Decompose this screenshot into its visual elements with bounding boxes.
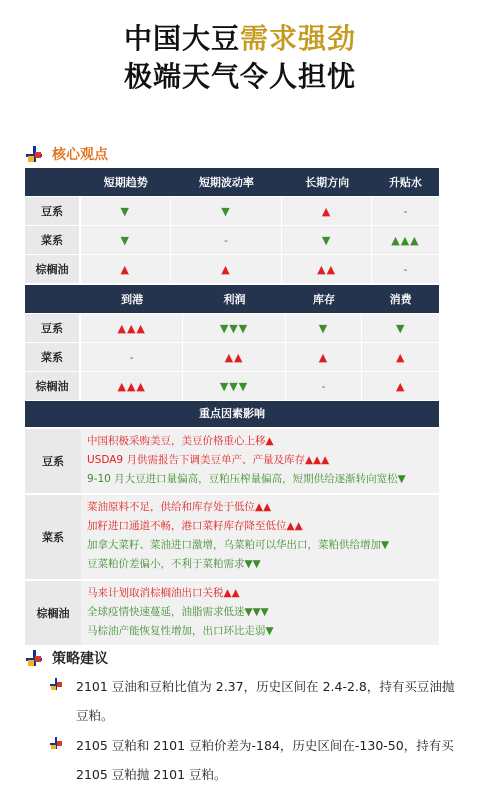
strategy-text: 2101 豆油和豆粕比值为 2.37，历史区间在 2.4-2.8，持有买豆油抛豆粕。 [76, 679, 455, 723]
factor-lines [83, 495, 393, 579]
title-main: 中国大豆 [123, 22, 240, 55]
table-row [25, 371, 439, 400]
header-cell: 升贴水 [372, 168, 439, 196]
signal-cell: ▲▲▲ [372, 225, 439, 254]
signal-cell: ▲▲▲ [81, 313, 183, 342]
signal-cell: ▼ [81, 225, 171, 254]
signal-cell: - [81, 342, 183, 371]
signal-cell: ▼ [286, 313, 363, 342]
strategy-title: 策略建议 [52, 651, 108, 667]
bullet-cross-icon [26, 650, 42, 666]
header-cell: 库存 [286, 285, 363, 313]
factor-line: USDA9 月供需报告下调美豆单产、产量及库存▲▲▲ [87, 454, 330, 466]
strategy-item [50, 731, 456, 787]
signal-cell: ▲▲ [183, 342, 285, 371]
signal-cell: - [171, 225, 283, 254]
fundamentals-table [25, 285, 439, 400]
trend-table [25, 168, 439, 283]
signal-cell: ▲ [362, 371, 439, 400]
factor-line: 加籽进口通道不畅，港口菜籽库存降至低位▲▲ [87, 520, 303, 532]
core-view-heading [26, 144, 108, 164]
key-factors-header: 重点因素影响 [25, 401, 439, 427]
factor-line: 中国积极采购美豆，美豆价格重心上移▲ [87, 435, 274, 447]
factor-group-label: 棕榈油 [25, 581, 81, 645]
header-cell: 利润 [183, 285, 285, 313]
signal-cell: ▲ [286, 342, 363, 371]
signal-cell: ▼ [171, 196, 283, 225]
factor-line: 菜油原料不足，供给和库存处于低位▲▲ [87, 501, 272, 513]
factor-group-label: 菜系 [25, 495, 81, 579]
factor-line: 9-10 月大豆进口量偏高，豆粕压榨量偏高，短期供给逐渐转向宽松▼ [87, 473, 406, 485]
factor-group-label: 豆系 [25, 429, 81, 493]
title-line-2: 极端天气令人担忧 [123, 60, 356, 93]
table-row [25, 313, 439, 342]
signal-cell: - [372, 196, 439, 225]
signal-cell: ▼▼▼ [183, 313, 285, 342]
signal-cell: - [372, 254, 439, 283]
strategy-heading [26, 648, 108, 668]
table-row [25, 225, 439, 254]
signal-cell: ▼▼▼ [183, 371, 285, 400]
header-cell: 长期方向 [282, 168, 372, 196]
signal-cell: ▼ [282, 225, 372, 254]
row-label: 豆系 [25, 313, 81, 342]
row-label: 菜系 [25, 225, 81, 254]
bullet-cross-icon [50, 737, 62, 749]
factor-lines [83, 581, 278, 645]
row-label: 豆系 [25, 196, 81, 225]
factor-line: 豆菜粕价差偏小，不利于菜粕需求▼▼ [87, 558, 261, 570]
header-cell: 消费 [362, 285, 439, 313]
strategy-item [50, 672, 456, 730]
signal-cell: ▼ [81, 196, 171, 225]
factor-line: 加拿大菜籽、菜油进口激增，乌菜粕可以华出口，菜粕供给增加▼ [87, 539, 390, 551]
factor-group-palm-oil [25, 581, 439, 645]
trend-table-header [25, 168, 439, 196]
factor-line: 马来计划取消棕榈油出口关税▲▲ [87, 587, 240, 599]
table-row [25, 342, 439, 371]
header-cell: 到港 [81, 285, 183, 313]
key-factors-panel [25, 401, 439, 645]
signal-cell: ▲ [362, 342, 439, 371]
factor-lines [83, 429, 410, 493]
header-cell: 短期波动率 [171, 168, 283, 196]
header-cell-empty [25, 168, 81, 196]
factor-line: 马棕油产能恢复性增加，出口环比走弱▼ [87, 625, 274, 637]
factor-line: 全球疫情快速蔓延，油脂需求低迷▼▼▼ [87, 606, 269, 618]
fundamentals-table-header [25, 285, 439, 313]
bullet-cross-icon [50, 678, 62, 690]
factor-group-rapeseed [25, 495, 439, 579]
table-row [25, 196, 439, 225]
signal-cell: ▼ [362, 313, 439, 342]
signal-cell: ▲▲ [282, 254, 372, 283]
core-view-title: 核心观点 [52, 147, 108, 163]
row-label: 棕榈油 [25, 371, 81, 400]
row-label: 菜系 [25, 342, 81, 371]
bullet-cross-icon [26, 146, 42, 162]
title-line-1 [0, 20, 480, 58]
signal-cell: - [286, 371, 363, 400]
factor-group-soy [25, 429, 439, 493]
strategy-text: 2105 豆粕和 2101 豆粕价差为-184，历史区间在-130-50，持有买 2105 豆粕抛 2101 豆粕。 [76, 738, 454, 782]
title-highlight: 需求强劲 [240, 22, 357, 55]
signal-cell: ▲ [171, 254, 283, 283]
header-cell: 短期趋势 [81, 168, 171, 196]
signal-cell: ▲▲▲ [81, 371, 183, 400]
signal-cell: ▲ [282, 196, 372, 225]
table-row [25, 254, 439, 283]
row-label: 棕榈油 [25, 254, 81, 283]
signal-cell: ▲ [81, 254, 171, 283]
header-cell-empty [25, 285, 81, 313]
